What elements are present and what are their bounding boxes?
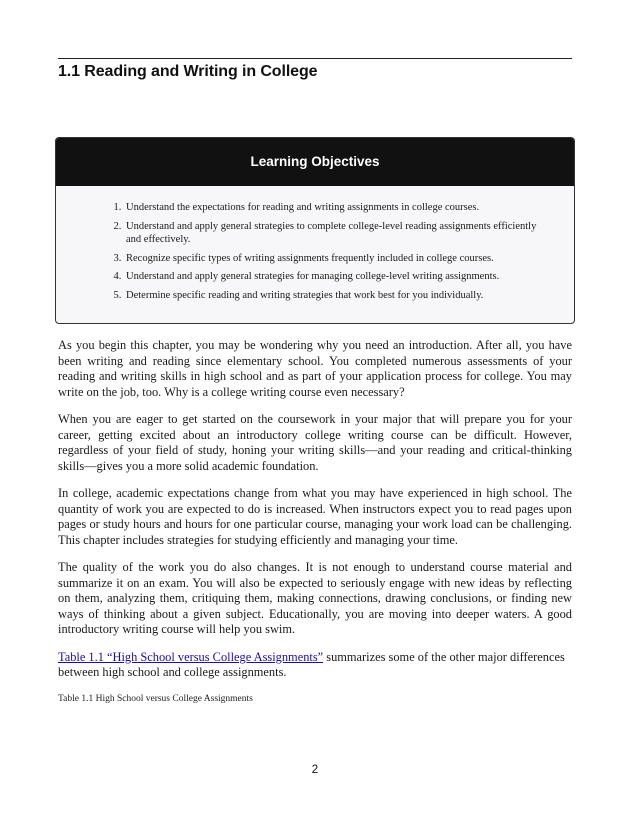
objective-item: 3. Recognize specific types of writing assignments frequently included in college courses. — [124, 252, 550, 266]
top-rule — [58, 58, 572, 59]
objective-item: 5. Determine specific reading and writing strategies that work best for you individually. — [124, 289, 550, 303]
table-caption: Table 1.1 High School versus College Assignments — [58, 693, 253, 704]
objective-item: 1. Understand the expectations for reading and writing assignments in college courses. — [124, 201, 550, 215]
paragraph-with-link — [58, 650, 572, 681]
body-text — [58, 338, 572, 705]
page-number: 2 — [311, 764, 319, 776]
learning-objectives-heading: Learning Objectives — [56, 138, 574, 186]
objective-item: 4. Understand and apply general strategies for managing college-level writing assignments. — [124, 270, 550, 284]
paragraph: The quality of the work you do also changes. It is not enough to understand course material and summarize it on an exam. You will also be expected to seriously engage with new ideas by reflecting on them, analyzing them, critiquing them, making connections, drawing conclusions, or finding new ways of thinking about a given subject. Educationally, you are moving into deeper waters. A good introductory writing course will help you swim. — [58, 560, 572, 636]
paragraph: In college, academic expectations change from what you may have experienced in high school. The quantity of work you are expected to do is increased. When instructors expect you to read pages upon pages or study hours and hours for one particular course, managing your work load can be challenging. This chapter includes strategies for studying efficiently and managing your time. — [58, 486, 572, 547]
objective-item: 2. Understand and apply general strategies to complete college-level reading assignments efficiently and effectively. — [124, 220, 550, 247]
paragraph: When you are eager to get started on the coursework in your major that will prepare you for your career, getting excited about an introductory college writing course can be difficult. However, regardless of your field of study, honing your writing skills—and your reading and critical-thinking skills—gives you a more solid academic foundation. — [58, 412, 572, 473]
paragraph-text: summarizes some of the other major differences between high school and college assignments. — [58, 649, 565, 679]
paragraph: As you begin this chapter, you may be wondering why you need an introduction. After all, you have been writing and reading since elementary school. You completed numerous assessments of your reading and writing skills in high school and as part of your application process for college. You may write on the job, too. Why is a college writing course even necessary? — [58, 338, 572, 399]
chapter-title: 1.1 Reading and Writing in College — [58, 63, 318, 80]
table-reference-link[interactable]: Table 1.1 “High School versus College Assignments” — [58, 649, 324, 664]
learning-objectives-box — [55, 137, 575, 324]
learning-objectives-list — [56, 201, 574, 302]
